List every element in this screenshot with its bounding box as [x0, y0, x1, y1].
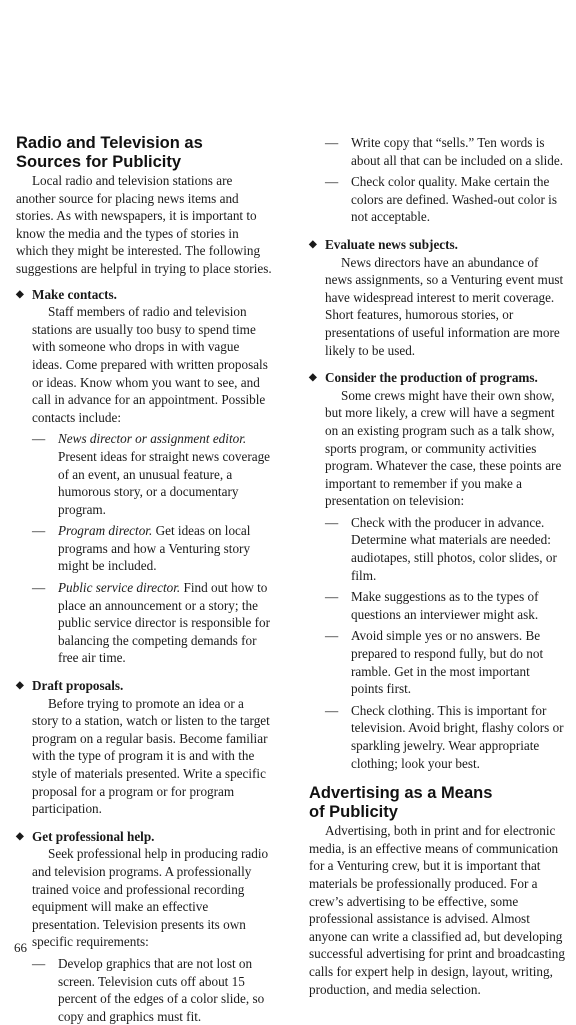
diamond-bullet-icon: ◆ [16, 680, 24, 692]
diamond-bullet-icon: ◆ [309, 238, 317, 250]
section-heading-advertising: Advertising as a Means of Publicity [309, 784, 493, 822]
dash-marker: — [325, 174, 339, 190]
dash-marker: — [325, 702, 339, 718]
draft-proposals-text: Before trying to promote an idea or a story to a station, watch or listen to the target program on a regular basis. Become familiar with the type of program it is and with the style of materials presented. Write a specific proposal for a program or for program participation. [32, 695, 270, 817]
make-contacts-text: Staff members of radio and television stations are usually too busy to spend time with someone who drops in with vague ideas. Come prepared with written proposals or ideas. Know whom you want to see, and call in advance for an appointment. Possible contacts include: [32, 304, 268, 425]
diamond-bullet-icon: ◆ [16, 288, 24, 300]
section-heading-radio-tv: Radio and Television as Sources for Publicity [16, 134, 203, 171]
dash-marker: — [32, 955, 46, 971]
production-item-answers: — Avoid simple yes or no answers. Be prepared to respond fully, but do not ramble. Get in the most important points first. [325, 628, 544, 697]
contact-item-news-director: — News director or assignment editor. Present ideas for straight news coverage of an event, an unusual feature, a humorous story, or a documentary program. [32, 431, 271, 517]
production-item-questions: — Make suggestions as to the types of questions an interviewer might ask. [325, 589, 539, 622]
bullet-professional-help: ◆ Get professional help. [16, 828, 155, 844]
help-item-color: — Check color quality. Make certain the colors are defined. Washed-out color is not acceptable. [325, 174, 557, 225]
bullet-draft-proposals: ◆ Draft proposals. [16, 678, 124, 694]
diamond-bullet-icon: ◆ [309, 372, 317, 384]
professional-help-text: Seek professional help in producing radio and television programs. A professionally trained voice and professional recording equipment will make an effective presentation. Television presents its own specific requirements: [32, 846, 269, 950]
dash-marker: — [32, 580, 46, 596]
bullet-make-contacts: ◆ Make contacts. [16, 286, 117, 302]
diamond-bullet-icon: ◆ [16, 830, 24, 842]
contact-item-program-director: — Program director. Get ideas on local programs and how a Venturing story might be included. [32, 523, 251, 574]
advertising-paragraph: Advertising, both in print and for electronic media, is an effective means of communication for a Venturing crew, but it is important that materials be professionally produced. For a crew’s advertising to be effective, some professional assistance is advised. Almost anyone can write a classified ad, but developing successful advertising for print and broadcasting calls for expert help in design, layout, writing, production, and media selection. [309, 823, 565, 997]
dash-marker: — [325, 135, 339, 150]
dash-marker: — [325, 628, 339, 644]
bullet-evaluate-news: ◆ Evaluate news subjects. [309, 236, 458, 252]
dash-marker: — [325, 514, 339, 530]
evaluate-news-text: News directors have an abundance of news assignments, so a Venturing event must have widespread interest to merit coverage. Short features, humorous stories, or presentations of useful information are more likely to be used. [325, 254, 564, 358]
production-item-producer: — Check with the producer in advance. Determine what materials are needed: audiotapes, still photos, color slides, or film. [325, 514, 557, 583]
contact-item-public-service-director: — Public service director. Find out how to place an announcement or a story; the public service director is responsible for balancing the competing demands for free air time. [32, 580, 271, 666]
page-number: 66 [14, 940, 27, 955]
help-item-graphics: — Develop graphics that are not lost on screen. Television cuts off about 15 percent of the edges of a color slide, so copy and graphics must fit. [32, 955, 265, 1024]
dash-marker: — [325, 589, 339, 605]
help-item-copy: — Write copy that “sells.” Ten words is about all that can be included on a slide. [325, 135, 564, 168]
production-text: Some crews might have their own show, but more likely, a crew will have a segment on an existing program such as a talk show, sports program, or community activities program. Whatever the case, these points are important to remember if you make a presentation on television: [325, 387, 562, 509]
right-column [309, 134, 565, 998]
production-item-clothing: — Check clothing. This is important for television. Avoid bright, flashy colors or sparkling jewelry. Wear appropriate clothing; look your best. [325, 702, 564, 771]
left-column [16, 134, 272, 1025]
intro-paragraph: Local radio and television stations are another source for placing news items and stories. As with newspapers, it is important to know the media and the types of stories in which they might be interested. The following suggestions are helpful in trying to place stories. [16, 173, 272, 276]
bullet-production: ◆ Consider the production of programs. [309, 370, 538, 386]
dash-marker: — [32, 431, 46, 447]
dash-marker: — [32, 523, 46, 539]
